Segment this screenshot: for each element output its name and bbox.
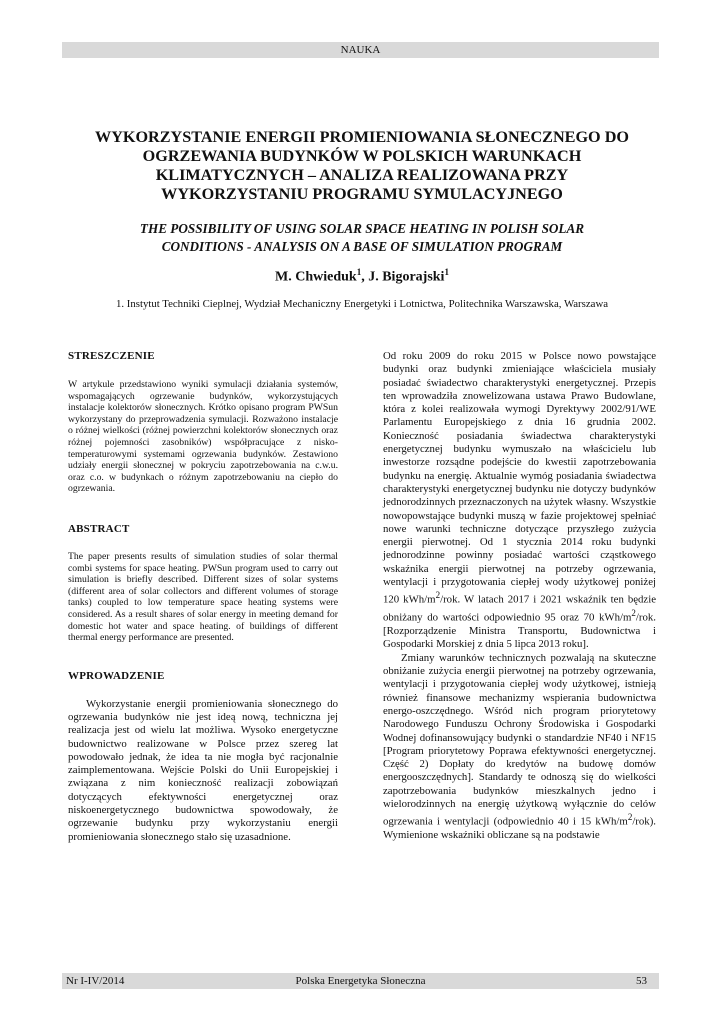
- section-label: NAUKA: [340, 44, 381, 56]
- wprowadzenie-text: Wykorzystanie energii promieniowania słonecznego do ogrzewania budynków nie jest ideą nową, techniczna jej realizacja jest od wielu lat możliwa. Wysoko energetyczne budownictwo realizowane w Polsce przez szereg lat powodowało jednak, że idea ta nie mogła być racjonalnie zaimplementowana. Wejście Polski do Unii Europejskiej i związana z nim konieczność realizacji zobowiązań dotyczących efektywności energetycznej oraz niskoenergetycznego budownictwa spowodowały, że ogrzewanie budynku przy wykorzystaniu energii promieniowania słonecznego stało się uzasadnione.: [68, 697, 338, 843]
- title-line: WYKORZYSTANIE ENERGII PROMIENIOWANIA SŁONECZNEGO DO: [95, 128, 629, 146]
- title-line: WYKORZYSTANIU PROGRAMU SYMULACYJNEGO: [161, 185, 563, 203]
- author-name: J. Bigorajski: [368, 269, 445, 285]
- subtitle-line: CONDITIONS - ANALYSIS ON A BASE OF SIMULATION PROGRAM: [161, 239, 563, 254]
- page-number: 53: [636, 975, 647, 987]
- page-footer: [62, 973, 659, 989]
- author-affil-mark: 1: [356, 267, 362, 277]
- affiliation: 1. Instytut Techniki Cieplnej, Wydział Mechaniczny Energetyki i Lotnictwa, Politechnika Warszawska, Warszawa: [115, 298, 609, 310]
- paragraph-text: /rok. W latach 2017 i 2021 wskaźnik ten będzie obniżany do wartości odpowiednio 95 oraz 70 kWh/m: [383, 593, 657, 624]
- abstract-text: The paper presents results of simulation studies of solar thermal combi systems for space heating. PWSun program used to carry out simulation is briefly described. Different sizes of solar systems (different area of solar collectors and different volumes of storage tanks) coupled to low temperature space heating systems were considered. As a result shares of solar energy in meeting demand for domestic hot water and space heating. of buildings of different thermal energy performance are presented.: [68, 550, 338, 644]
- authors: [62, 267, 662, 286]
- superscript: 2: [631, 608, 636, 619]
- abstract-heading: ABSTRACT: [68, 522, 130, 535]
- right-column: [383, 350, 656, 842]
- article-title: [62, 128, 662, 204]
- superscript: 2: [627, 812, 633, 823]
- paragraph-text: Od roku 2009 do roku 2015 w Polsce nowo powstające budynki oraz budynki zmieniające właściciela musiały posiadać świadectwo charakterystyki energetycznej. Przepis ten wprowadziła znowelizowana ustawa Prawo Budowlane, która z kolei realizowała wymogi Dyrektywy 2002/91/WE Parlamentu Europejskiego z dnia 16 grudnia 2002. Konieczność posiadania świadectwa charakterystyki energetycznej budynku wymuszało na właścicielu lub inwestorze rozsądne podejście do kwestii zapotrzebowania budynku na energię. Aktualnie wymóg posiadania świadectwa charakterystyki energetycznej budynku nie dotyczy budynków jednorodzinnych przeznaczonych na użytek własny. Wszystkie nowopowstające budynki muszą w fazie projektowej spełniać nowe warunki techniczne dotyczące przyszłego zużycia energii pierwotnej. Od 1 stycznia 2014 roku budynki jednorodzinne powinny posiadać wartości cząstkowego wskaźnika energii pierwotnej na potrzeby ogrzewania, wentylacji i przygotowania ciepłej wody użytkowej poniżej 120 kWh/m: [383, 350, 656, 606]
- author-affil-mark: 1: [444, 267, 449, 277]
- paragraph-text: /rok). Wymienione wskaźniki obliczane są na podstawie: [383, 815, 656, 842]
- journal-name: Polska Energetyka Słoneczna: [295, 975, 426, 987]
- paragraph-text: Zmiany warunków technicznych pozwalają na skuteczne obniżanie zużycia energii pierwotnej na potrzeby ogrzewania, wentylacji i przygotowania ciepłej wody użytkowej, istnieją również finansowe mechanizmy wspierania budownictwa energo-oszczędnego. Wśród nich program priorytetowy Narodowego Funduszu Ochrony Środowiska i Gospodarki Wodnej dofinansowujący budynki o standardzie NF40 i NF15 [Program priorytetowy Poprawa efektywności energetycznej. Część 2) Dopłaty do kredytów na budowę domów energooszczędnych]. Standardy te odnoszą się do wielkości zapotrzebowania budynków mieszkalnych jedno i wielorodzinnych na energię użytkową wyłącznie do celów ogrzewania i wentylacji (odpowiednio 40 i 15 kWh/m: [383, 651, 656, 828]
- issue-number: Nr I-IV/2014: [66, 975, 125, 987]
- superscript: 2: [435, 590, 441, 601]
- streszczenie-heading: STRESZCZENIE: [68, 350, 155, 362]
- author-name: M. Chwieduk: [275, 269, 357, 285]
- article-subtitle: [62, 220, 662, 256]
- author-separator: ,: [361, 269, 369, 285]
- title-line: OGRZEWANIA BUDYNKÓW W POLSKICH WARUNKACH: [142, 147, 582, 165]
- body-paragraph: [383, 652, 656, 843]
- paragraph-text: /rok. [Rozporządzenie Ministra Transportu, Budownictwa i Gospodarki Morskiej z dnia 5 lipca 2013 roku].: [383, 611, 656, 651]
- title-line: KLIMATYCZNYCH – ANALIZA REALIZOWANA PRZY: [155, 166, 569, 184]
- wprowadzenie-heading: WPROWADZENIE: [68, 669, 165, 682]
- left-column: [68, 350, 338, 844]
- body-paragraph: [383, 350, 656, 652]
- subtitle-line: THE POSSIBILITY OF USING SOLAR SPACE HEATING IN POLISH SOLAR: [139, 221, 585, 236]
- section-header-bar: [62, 42, 659, 58]
- streszczenie-text: W artykule przedstawiono wyniki symulacji działania systemów, wspomagających ogrzewanie budynków, wykorzystujących instalacje kolektorów słonecznych. Krótko opisano program PWSun wykorzystany do przeprowadzenia symulacji. Rozważono instalacje o różnej wielkości (różnej powierzchni kolektorów słonecznych oraz różnej pojemności zasobników) współpracujące z nisko-temperaturowymi systemami ogrzewania budynków. Zestawiono udziały energii słonecznej w pokryciu zapotrzebowania na c.w.u. oraz c.o. w budynkach o różnym zapotrzebowaniu na ciepło do ogrzewania.: [68, 379, 338, 495]
